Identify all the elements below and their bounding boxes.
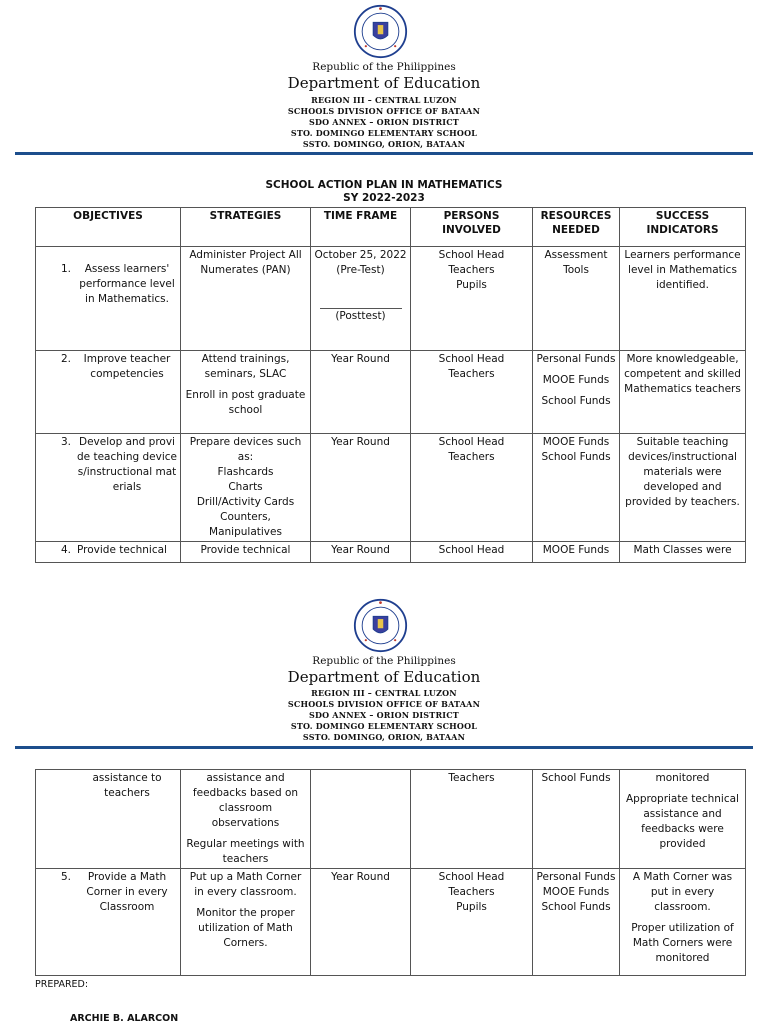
resources-cell [533, 434, 620, 542]
indicators-cell [620, 869, 746, 976]
indicators-cell [620, 247, 746, 351]
resources-cell: School Funds [533, 770, 620, 869]
person-text: School Head [438, 353, 505, 365]
school-line: STO. DOMINGO ELEMENTARY SCHOOL [290, 128, 478, 138]
strategy-text: assistance and feedbacks based on classroom observations [192, 772, 299, 829]
table-row [36, 770, 746, 869]
objective-number: 4. [60, 544, 71, 556]
indicator-text: Suitable teaching devices/instructional materials were developed and provided by teachers. [625, 436, 740, 508]
region-line: REGION III – CENTRAL LUZON [311, 688, 457, 698]
objective-cell [36, 247, 181, 351]
persons-cell: School Head [411, 542, 533, 563]
prepared-label: PREPARED: [35, 979, 89, 990]
table-row [36, 869, 746, 976]
resource-text: MOOE Funds [542, 374, 610, 386]
district-line: SDO ANNEX – ORION DISTRICT [309, 117, 459, 127]
objective-cell [36, 869, 181, 976]
indicators-cell: Math Classes were [620, 542, 746, 563]
action-plan-table-2 [35, 769, 746, 976]
person-text: Pupils [456, 901, 487, 913]
republic-line: Republic of the Philippines [312, 61, 456, 73]
time-frame-cell: Year Round [311, 351, 411, 434]
strategy-text: Prepare devices such as: [189, 436, 302, 463]
person-text: Pupils [456, 279, 487, 291]
strategy-cell [181, 434, 311, 542]
col-header-time-frame: TIME FRAME [311, 208, 411, 247]
time-frame-cell: Year Round [311, 542, 411, 563]
indicator-text: Learners performance level in Mathematics identified. [624, 249, 741, 291]
objective-text: Improve teacher competencies [83, 353, 171, 380]
col-header-resources: RESOURCES NEEDED [533, 208, 620, 247]
action-plan-table-1 [35, 207, 746, 563]
strategy-cell: Provide technical [181, 542, 311, 563]
division-line: SCHOOLS DIVISION OFFICE OF BATAAN [287, 106, 481, 116]
person-text: Teachers [448, 886, 495, 898]
strategy-text: Put up a Math Corner in every classroom. [189, 871, 302, 898]
resource-text: Assessment Tools [544, 249, 608, 276]
republic-line: Republic of the Philippines [312, 655, 456, 667]
strategy-text: Regular meetings with teachers [186, 838, 305, 865]
time-frame-cell: Year Round [311, 434, 411, 542]
strategy-cell [181, 351, 311, 434]
strategy-text: Charts [228, 481, 263, 493]
indicators-cell [620, 434, 746, 542]
objective-text: Develop and provide teaching devices/instructional materials [77, 436, 177, 493]
table-row [36, 542, 746, 563]
deped-seal-icon [353, 4, 408, 59]
resource-text: School Funds [541, 451, 611, 463]
resources-cell: MOOE Funds [533, 542, 620, 563]
time-frame-cell: Year Round [311, 869, 411, 976]
indicator-text: Proper utilization of Math Corners were monitored [631, 922, 734, 964]
resource-text: School Funds [541, 901, 611, 913]
department-title: Department of Education [287, 668, 481, 686]
table-row [36, 434, 746, 542]
objective-text: Assess learners' performance level in Mathematics. [79, 263, 175, 305]
strategy-text: Attend trainings, seminars, SLAC [201, 353, 290, 380]
header-office-lines [0, 688, 768, 743]
indicator-text: A Math Corner was put in every classroom. [632, 871, 733, 913]
table-row [36, 247, 746, 351]
person-text: School Head [438, 249, 505, 261]
strategy-cell [181, 247, 311, 351]
resources-cell [533, 247, 620, 351]
person-text: Teachers [448, 368, 495, 380]
objective-number: 1. [60, 263, 71, 275]
objective-number: 2. [60, 353, 71, 365]
region-line: REGION III – CENTRAL LUZON [311, 95, 457, 105]
resource-text: MOOE Funds [542, 886, 610, 898]
time-frame-pretest: October 25, 2022 (Pre-Test) [314, 249, 407, 276]
person-text: School Head [438, 871, 505, 883]
objective-cell [36, 770, 181, 869]
indicators-cell [620, 770, 746, 869]
strategy-cell [181, 770, 311, 869]
resources-cell [533, 351, 620, 434]
objective-number: 3. [60, 436, 71, 448]
school-year: SY 2022-2023 [343, 192, 425, 204]
objective-cell [36, 542, 181, 563]
division-line: SCHOOLS DIVISION OFFICE OF BATAAN [287, 699, 481, 709]
header-office-lines [0, 95, 768, 150]
indicators-cell [620, 351, 746, 434]
resource-text: MOOE Funds [542, 436, 610, 448]
district-line: SDO ANNEX – ORION DISTRICT [309, 710, 459, 720]
resource-text: School Funds [541, 395, 611, 407]
persons-cell [411, 869, 533, 976]
document-title: SCHOOL ACTION PLAN IN MATHEMATICS [265, 179, 503, 191]
signatory-name: ARCHIE B. ALARCON [70, 1013, 179, 1024]
objective-number: 5. [60, 871, 71, 883]
persons-cell [411, 351, 533, 434]
strategy-text: Flashcards [217, 466, 274, 478]
time-frame-posttest: (Posttest) [335, 310, 386, 322]
strategy-text: Enroll in post graduate school [185, 389, 306, 416]
person-text: School Head [438, 436, 505, 448]
strategy-text: Administer Project All Numerates (PAN) [189, 249, 302, 276]
col-header-persons: PERSONS INVOLVED [411, 208, 533, 247]
address-line: SSTO. DOMINGO, ORION, BATAAN [302, 732, 466, 742]
col-header-objectives: OBJECTIVES [36, 208, 181, 247]
persons-cell: Teachers [411, 770, 533, 869]
indicator-text: Appropriate technical assistance and feedbacks were provided [626, 793, 739, 850]
table-header-row [36, 208, 746, 247]
strategy-text: Counters, [220, 511, 271, 523]
objective-text: Provide a Math Corner in every Classroom [86, 871, 168, 913]
address-line: SSTO. DOMINGO, ORION, BATAAN [302, 139, 466, 149]
time-frame-cell [311, 247, 411, 351]
deped-seal-icon [353, 598, 408, 653]
document-title-block [0, 179, 768, 205]
resource-text: Personal Funds [536, 353, 616, 365]
header-divider [15, 746, 753, 749]
resource-text: Personal Funds [536, 871, 616, 883]
strategy-text: Manipulatives [209, 526, 282, 538]
persons-cell [411, 434, 533, 542]
header-divider [15, 152, 753, 155]
time-frame-cell [311, 770, 411, 869]
strategy-cell [181, 869, 311, 976]
indicator-text: More knowledgeable, competent and skilled Mathematics teachers [624, 353, 741, 395]
objective-number [39, 771, 77, 801]
objective-text: assistance to teachers [92, 772, 162, 799]
objective-text: Provide technical [77, 544, 167, 556]
person-text: Teachers [448, 264, 495, 276]
col-header-strategies: STRATEGIES [181, 208, 311, 247]
resources-cell [533, 869, 620, 976]
persons-cell [411, 247, 533, 351]
objective-cell [36, 351, 181, 434]
school-line: STO. DOMINGO ELEMENTARY SCHOOL [290, 721, 478, 731]
col-header-indicators: SUCCESS INDICATORS [620, 208, 746, 247]
objective-cell [36, 434, 181, 542]
table-row [36, 351, 746, 434]
indicator-text: monitored [655, 772, 710, 784]
strategy-text: Monitor the proper utilization of Math Corners. [196, 907, 295, 949]
strategy-text: Drill/Activity Cards [196, 496, 295, 508]
person-text: Teachers [448, 451, 495, 463]
department-title: Department of Education [287, 74, 481, 92]
